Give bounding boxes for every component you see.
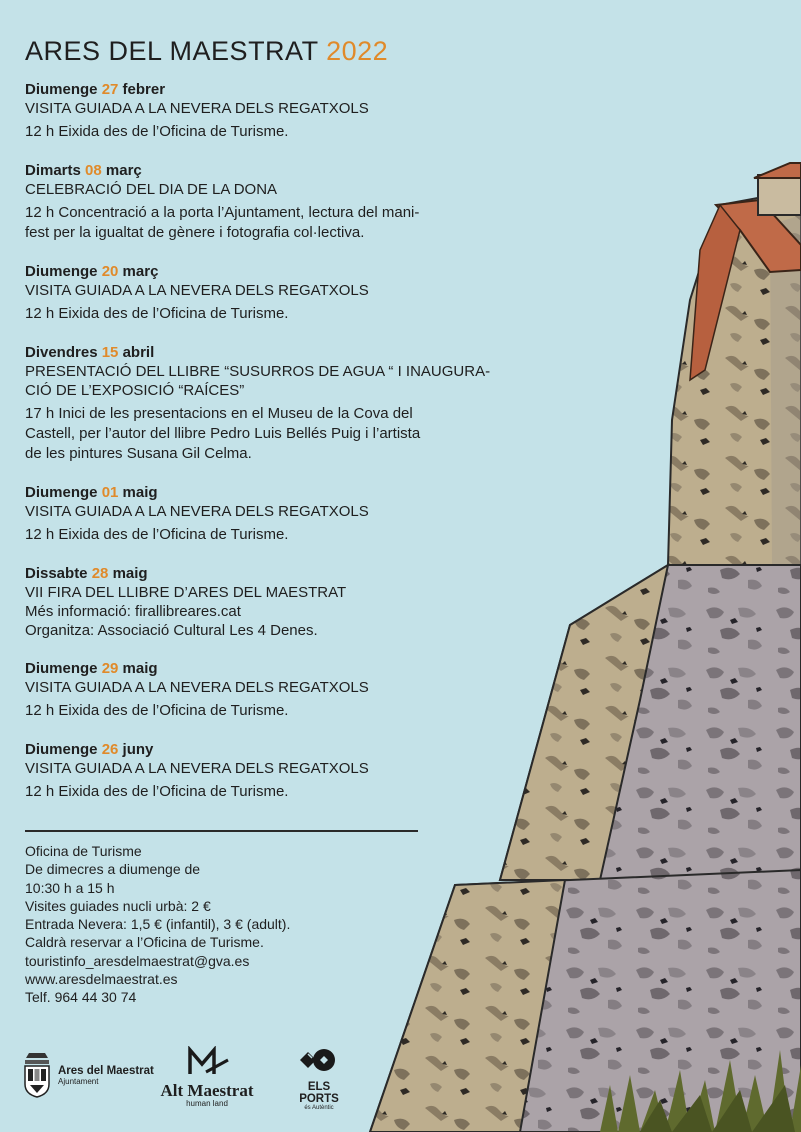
email-link[interactable]: touristinfo_aresdelmaestrat@gva.es [25,952,250,969]
event-title: VISITA GUIADA A LA NEVERA DELS REGATXOLS [25,100,369,117]
title-year: 2022 [326,36,389,66]
event-info-line: Més informació: firallibreares.cat [25,603,241,620]
event-title: VISITA GUIADA A LA NEVERA DELS REGATXOLS [25,679,369,696]
event-title-continued: CIÓ DE L’EXPOSICIÓ “RAÍCES” [25,382,245,399]
event-date: Diumenge 29 maig [25,660,158,677]
event-calendar [25,34,520,821]
phone-number: Telf. 964 44 30 74 [25,989,137,1006]
event-date: Diumenge 01 maig [25,484,158,501]
event-item [25,80,520,142]
event-description: 12 h Eixida des de l’Oficina de Turisme. [25,526,289,543]
event-title: VISITA GUIADA A LA NEVERA DELS REGATXOLS [25,503,369,520]
event-description: 12 h Eixida des de l’Oficina de Turisme. [25,783,289,800]
ports-logo-line2: PORTS [299,1093,339,1105]
event-item [25,659,520,721]
info-line: 10:30 h a 15 h [25,879,115,896]
ares-logo-name: Ares del Maestrat [58,1064,154,1077]
els-ports-logo [284,1046,354,1111]
event-date: Diumenge 26 juny [25,741,154,758]
event-description: 12 h Eixida des de l’Oficina de Turisme. [25,702,289,719]
event-description: 12 h Concentració a la porta l’Ajuntament, lectura del mani- fest per la igualtat de gènere i fotografia col·lectiva. [25,204,420,241]
sponsor-logos [22,1046,382,1116]
info-line: Entrada Nevera: 1,5 € (infantil), 3 € (adult). [25,916,291,933]
event-date: Dimarts 08 març [25,162,142,179]
website-link[interactable]: www.aresdelmaestrat.es [25,971,178,988]
event-item [25,564,520,640]
event-title: PRESENTACIÓ DEL LLIBRE “SUSURROS DE AGUA “ I INAUGURA- [25,363,491,380]
ports-logo-tagline: és Autèntic [304,1105,334,1111]
info-line: De dimecres a diumenge de [25,861,201,878]
event-item [25,483,520,545]
event-title: VISITA GUIADA A LA NEVERA DELS REGATXOLS [25,282,369,299]
event-item [25,740,520,802]
event-item [25,161,520,243]
alt-logo-sub: human land [186,1099,228,1108]
event-description: 17 h Inici de les presentacions en el Museu de la Cova del Castell, per l’autor del llibre Pedro Luis Bellés Puig i l’artista de les pintures Susana Gil Celma. [25,405,421,462]
event-date: Diumenge 27 febrer [25,81,166,98]
info-line: Caldrà reservar a l’Oficina de Turisme. [25,934,264,951]
alt-maestrat-logo [152,1046,262,1108]
ares-ajuntament-logo [22,1052,154,1098]
ports-logo-line1: ELS [307,1081,331,1093]
alt-maestrat-mark-icon [182,1046,232,1076]
event-title: VII FIRA DEL LLIBRE D’ARES DEL MAESTRAT [25,584,347,601]
event-item [25,262,520,324]
coat-of-arms-icon [22,1052,52,1098]
event-title: CELEBRACIÓ DEL DIA DE LA DONA [25,181,278,198]
event-description: 12 h Eixida des de l’Oficina de Turisme. [25,123,289,140]
section-divider [25,830,418,832]
page-title: ARES DEL MAESTRAT 2022 [25,36,389,66]
tourist-office-info [25,842,425,1007]
info-line: Visites guiades nucli urbà: 2 € [25,897,211,914]
event-description: 12 h Eixida des de l’Oficina de Turisme. [25,305,289,322]
event-info-line: Organitza: Associació Cultural Les 4 Denes. [25,622,318,639]
event-date: Divendres 15 abril [25,344,155,361]
ares-logo-sub: Ajuntament [58,1076,99,1086]
event-item [25,343,520,464]
event-date: Diumenge 20 març [25,263,159,280]
event-title: VISITA GUIADA A LA NEVERA DELS REGATXOLS [25,760,369,777]
info-line: Oficina de Turisme [25,843,142,859]
event-date: Dissabte 28 maig [25,565,148,582]
alt-logo-name: Alt Maestrat [160,1081,254,1100]
els-ports-mark-icon [296,1046,342,1076]
